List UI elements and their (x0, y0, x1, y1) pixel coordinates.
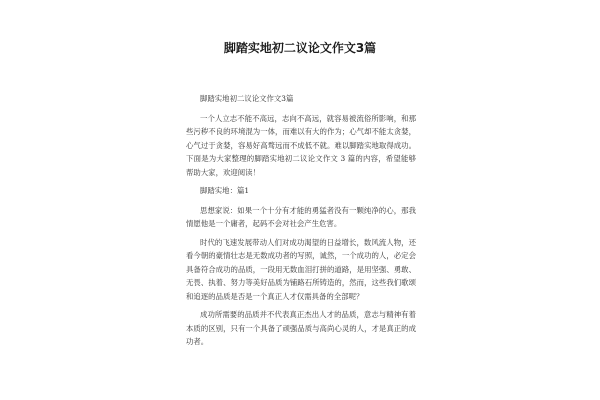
section-heading: 脚踏实地：篇1 (200, 186, 250, 195)
document-subtitle: 脚踏实地初二议论文作文3篇 (200, 94, 294, 103)
document-body (186, 92, 416, 354)
body-paragraph-3: 成功所需要的品质并不代表真正杰出人才的品质，意志与精神有着本质的区别，只有一个具备了顽强品质与高尚心灵的人，才是真正的成功者。 (186, 310, 416, 346)
body-paragraph-2: 时代的飞速发展带动人们对成功渴望的日益增长，数风流人物，还看今朝的豪情壮志是无数成功者的写照，诚然，一个成功的人，必定会具备符合成功的品质，一段用无数血泪打拼的道路，是用坚强、勇敢、无畏、执着、努力等美好品质为铺路石所铸造的，然而，这些我们歌颂和追逐的品质是否是一个真正人才仅需具备的全部呢？ (186, 237, 416, 301)
document-title: 脚踏实地初二议论文作文3篇 (223, 41, 377, 55)
intro-paragraph: 一个人立志不能不高远，志向不高远，就容易被流俗所影响，和那些污秽不良的环境混为一体，而难以有大的作为；心气却不能太贪婪，心气过于贪婪，容易好高骛远而不成低不就。难以脚踏实地取得成功。下面是为大家整理的脚踏实地初二议论文作文 3 篇的内容，希望能够帮助大家，欢迎阅读！ (186, 113, 416, 177)
body-paragraph-1: 思想家说：如果一个十分有才能的勇猛者没有一颗纯净的心，那我情愿他是一个庸者，起码不会对社会产生危害。 (186, 205, 416, 228)
